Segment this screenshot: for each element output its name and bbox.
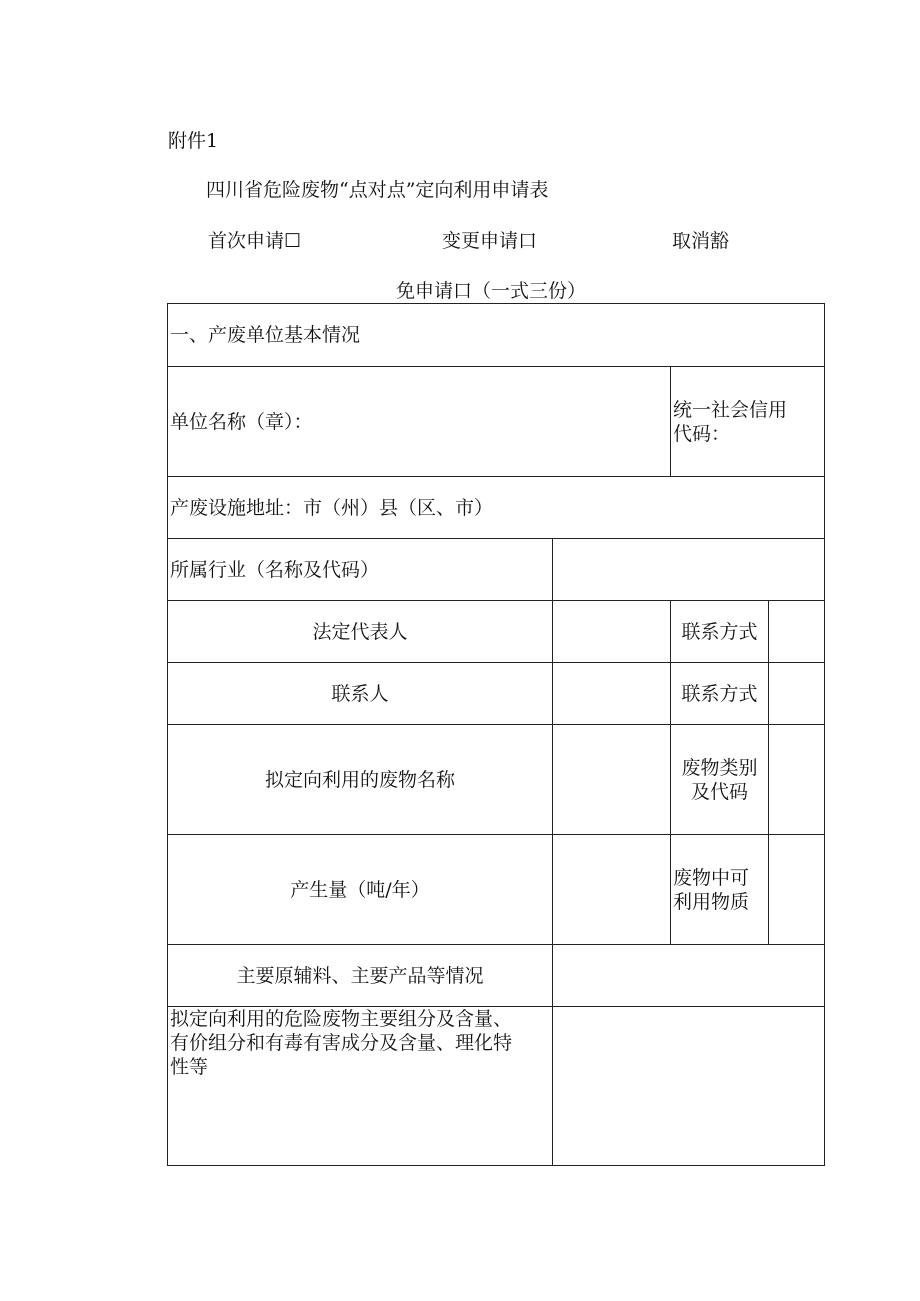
legal-rep-label: 法定代表人 [168,601,553,663]
output-label: 产生量（吨/年） [168,835,553,945]
application-form-table [167,303,825,1166]
waste-category-label [671,725,769,835]
contact-person-value-cell[interactable] [553,663,671,725]
unit-name-field[interactable]: 单位名称（章）： [168,367,671,477]
materials-label: 主要原辅料、主要产品等情况 [168,945,553,1007]
usable-substance-label [671,835,769,945]
contact-person-label: 联系人 [168,663,553,725]
contact-method-value-cell-1[interactable] [769,601,825,663]
waste-name-value-cell[interactable] [553,725,671,835]
composition-label [168,1007,553,1166]
credit-code-label-1: 统一社会信用 [673,398,788,421]
waste-name-label: 拟定向利用的废物名称 [168,725,553,835]
form-title: 四川省危险废物“点对点”定向利用申请表 [206,179,549,201]
facility-address-field[interactable]: 产废设施地址：市（州）县（区、市） [168,477,825,539]
composition-label-3: 性等 [170,1056,209,1078]
waste-category-value-cell[interactable] [769,725,825,835]
waste-category-label-1: 废物类别 [681,756,758,779]
change-application-option[interactable]: 变更申请口 [442,230,538,252]
usable-substance-value-cell[interactable] [769,835,825,945]
materials-value-cell[interactable] [553,945,825,1007]
first-application-option[interactable]: 首次申请☐ [208,230,302,252]
usable-substance-label-2: 利用物质 [673,890,750,913]
usable-substance-label-1: 废物中可 [673,866,750,889]
legal-rep-value-cell[interactable] [553,601,671,663]
waste-category-label-2: 及代码 [690,780,748,803]
industry-value-cell[interactable] [553,539,825,601]
section-basic-info-heading: 一、产废单位基本情况 [168,304,825,367]
cancel-exemption-option-part2[interactable]: 免申请口（一式三份） [396,280,587,302]
cancel-exemption-option-part1[interactable]: 取消豁 [672,230,730,252]
composition-label-2: 有价组分和有毒有害成分及含量、理化特 [170,1032,513,1054]
attachment-label: 附件1 [168,130,219,152]
credit-code-field[interactable] [671,367,825,477]
credit-code-label-2: 代码： [673,422,731,445]
contact-method-value-cell-2[interactable] [769,663,825,725]
industry-label: 所属行业（名称及代码） [168,539,553,601]
composition-label-1: 拟定向利用的危险废物主要组分及含量、 [170,1008,513,1030]
contact-method-label-2: 联系方式 [671,663,769,725]
output-value-cell[interactable] [553,835,671,945]
composition-value-cell[interactable] [553,1007,825,1166]
contact-method-label-1: 联系方式 [671,601,769,663]
